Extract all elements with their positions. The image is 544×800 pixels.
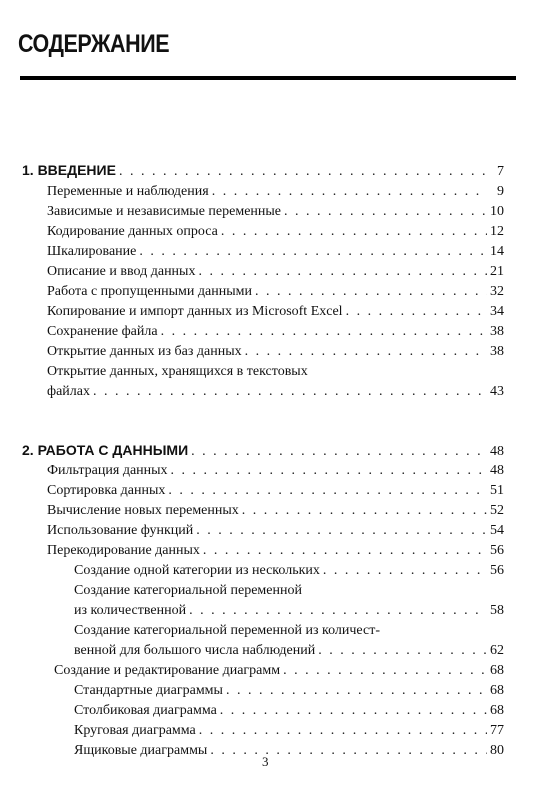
- page-ref: 38: [490, 324, 504, 339]
- page-ref: 7: [497, 164, 504, 179]
- entry-title: Создание одной категории из нескольких: [74, 563, 320, 578]
- toc-subentry[interactable]: [74, 701, 504, 721]
- leader-dots: [284, 202, 487, 222]
- entry-title: Создание и редактирование диаграмм: [54, 663, 281, 678]
- leader-dots: [242, 501, 487, 521]
- chapter-title: 1. ВВЕДЕНИЕ: [22, 162, 116, 178]
- toc-entry[interactable]: [47, 521, 504, 541]
- page-ref: 12: [490, 224, 504, 239]
- entry-title: Описание и ввод данных: [47, 264, 196, 279]
- page-ref: 14: [490, 244, 504, 259]
- page-ref: 9: [497, 184, 504, 199]
- page-ref: 32: [490, 284, 504, 299]
- page-ref: 62: [490, 643, 504, 658]
- chapter-title: 2. РАБОТА С ДАННЫМИ: [22, 442, 189, 458]
- entry-title: Сохранение файла: [47, 324, 158, 339]
- entry-title: Стандартные диаграммы: [74, 683, 223, 698]
- leader-dots: [189, 601, 487, 621]
- entry-title: Круговая диаграмма: [74, 723, 196, 738]
- entry-title-line1: Открытие данных, хранящихся в текстовых: [47, 364, 308, 379]
- entry-title: Работа с пропущенными данными: [47, 284, 252, 299]
- toc-entry[interactable]: [47, 541, 504, 561]
- page-ref: 68: [490, 683, 504, 698]
- leader-dots: [119, 162, 487, 182]
- page-ref: 56: [490, 563, 504, 578]
- title-rule: [20, 76, 516, 80]
- leader-dots: [221, 222, 487, 242]
- leader-dots: [220, 701, 487, 721]
- page-title: СОДЕРЖАНИЕ: [18, 30, 170, 58]
- page-ref: 10: [490, 204, 504, 219]
- page-ref: 52: [490, 503, 504, 518]
- page-ref: 68: [490, 663, 504, 678]
- entry-title-line2: венной для большого числа наблюдений: [74, 643, 316, 658]
- page-number: 3: [262, 754, 269, 769]
- toc-subentry[interactable]: [74, 561, 504, 581]
- leader-dots: [226, 681, 487, 701]
- page-ref: 48: [490, 444, 504, 459]
- page-ref: 68: [490, 703, 504, 718]
- toc-subentry[interactable]: [74, 601, 504, 621]
- page-ref: 77: [490, 723, 504, 738]
- leader-dots: [139, 242, 487, 262]
- toc-chapter-1[interactable]: [22, 160, 504, 182]
- page-ref: 43: [490, 384, 504, 399]
- entry-title: Сортировка данных: [47, 483, 166, 498]
- entry-title: Вычисление новых переменных: [47, 503, 239, 518]
- toc-subentry[interactable]: [74, 741, 504, 761]
- entry-title: Использование функций: [47, 523, 194, 538]
- leader-dots: [199, 721, 487, 741]
- entry-title: Переменные и наблюдения: [47, 184, 209, 199]
- entry-title: Столбиковая диаграмма: [74, 703, 217, 718]
- page-ref: 21: [490, 264, 504, 279]
- toc-entry[interactable]: [47, 342, 504, 362]
- page-ref: 54: [490, 523, 504, 538]
- entry-title: Ящиковые диаграммы: [74, 743, 208, 758]
- leader-dots: [255, 282, 487, 302]
- toc-entry[interactable]: [47, 202, 504, 222]
- leader-dots: [196, 521, 487, 541]
- entry-title: Зависимые и независимые переменные: [47, 204, 282, 219]
- leader-dots: [323, 561, 487, 581]
- toc-entry[interactable]: [47, 282, 504, 302]
- toc-entry[interactable]: [54, 661, 504, 681]
- leader-dots: [210, 741, 487, 761]
- page-ref: 34: [490, 304, 504, 319]
- toc-entry[interactable]: [47, 182, 504, 202]
- toc-subentry[interactable]: [74, 681, 504, 701]
- leader-dots: [318, 641, 487, 661]
- page-ref: 51: [490, 483, 504, 498]
- page-ref: 56: [490, 543, 504, 558]
- entry-title: Перекодирование данных: [47, 543, 200, 558]
- toc-chapter-2[interactable]: [22, 440, 504, 462]
- leader-dots: [191, 442, 487, 462]
- entry-title: Фильтрация данных: [47, 463, 168, 478]
- leader-dots: [245, 342, 487, 362]
- entry-title-line1: Создание категориальной переменной из количест-: [74, 623, 380, 638]
- leader-dots: [161, 322, 487, 342]
- leader-dots: [283, 661, 487, 681]
- leader-dots: [93, 382, 487, 402]
- entry-title-line2: файлах: [47, 384, 90, 399]
- toc-entry[interactable]: [47, 461, 504, 481]
- entry-title: Кодирование данных опроса: [47, 224, 218, 239]
- leader-dots: [198, 262, 487, 282]
- entry-title-line1: Создание категориальной переменной: [74, 583, 302, 598]
- leader-dots: [168, 481, 487, 501]
- page-ref: 38: [490, 344, 504, 359]
- toc-subentry[interactable]: [74, 641, 504, 661]
- page-ref: 58: [490, 603, 504, 618]
- page-ref: 48: [490, 463, 504, 478]
- entry-title: Шкалирование: [47, 244, 137, 259]
- toc-entry[interactable]: [47, 222, 504, 242]
- toc-entry[interactable]: [47, 302, 504, 322]
- toc-entry[interactable]: [47, 501, 504, 521]
- leader-dots: [203, 541, 487, 561]
- toc-entry[interactable]: [47, 382, 504, 402]
- toc-subentry[interactable]: [74, 721, 504, 741]
- page-ref: 80: [490, 743, 504, 758]
- leader-dots: [212, 182, 487, 202]
- toc-entry[interactable]: [47, 322, 504, 342]
- toc-entry[interactable]: [47, 242, 504, 262]
- leader-dots: [171, 461, 487, 481]
- entry-title-line2: из количественной: [74, 603, 187, 618]
- toc-entry[interactable]: [47, 481, 504, 501]
- toc-entry[interactable]: [47, 262, 504, 282]
- entry-title: Копирование и импорт данных из Microsoft Excel: [47, 304, 343, 319]
- leader-dots: [346, 302, 487, 322]
- entry-title: Открытие данных из баз данных: [47, 344, 242, 359]
